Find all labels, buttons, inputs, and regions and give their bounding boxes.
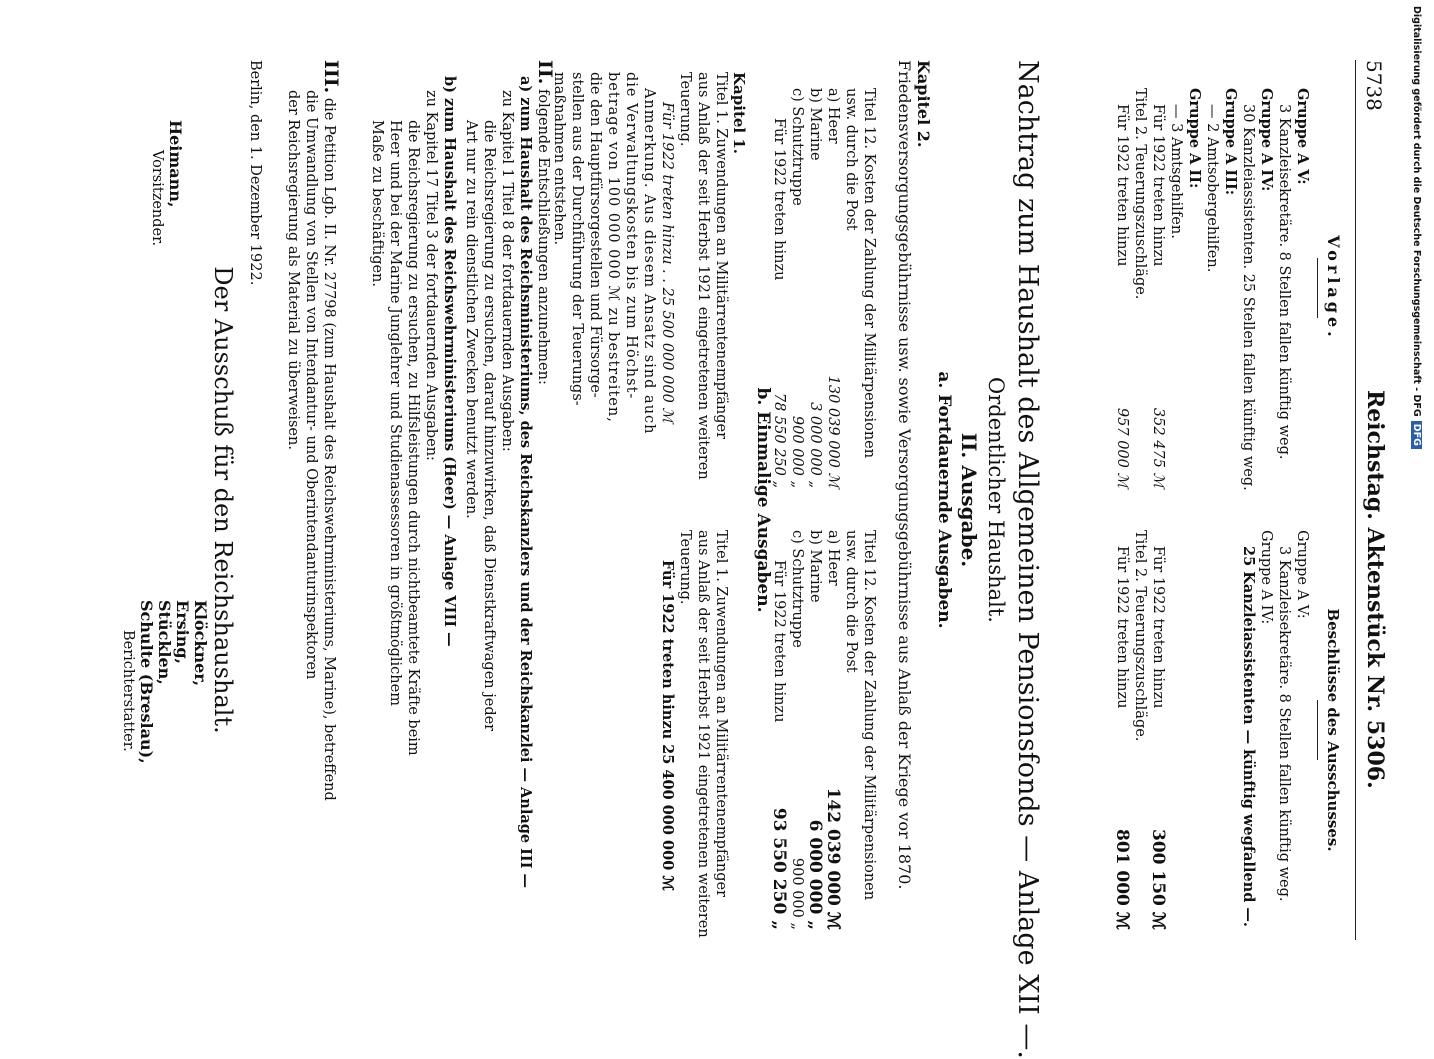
subsection-heading: b. Einmalige Ausgaben. (753, 387, 773, 613)
chair-name: Heimann, (166, 120, 185, 208)
text-line: 30 Kanzleiassistenten. 25 Stellen fallen künftig weg. (1240, 104, 1256, 491)
text-line: Titel 1. Zuwendungen an Militärrentenempfänger (713, 530, 729, 898)
beschluesse-column (1113, 530, 1342, 930)
row-value: 957 000 ℳ (1114, 407, 1130, 488)
fortdauernde-right (770, 530, 878, 930)
vorlage-column (1113, 88, 1343, 491)
page-number: 5738 (1362, 60, 1386, 111)
nachtrag-block (894, 60, 1044, 1059)
subsection-heading: a. Fortdauernde Ausgaben. (934, 371, 954, 629)
text-line: die Petition Lgb. II. Nr. 27798 (zum Haushalt des Reichswehrministeriums, Marine), betreffend (321, 97, 337, 801)
text-line: stellen aus der Durchführung der Teuerungs- (569, 72, 585, 406)
amount-row (788, 88, 806, 488)
amount-row (824, 88, 842, 488)
text-line: aus Anlaß der seit Herbst 1921 eingetretenen weiteren (695, 72, 711, 480)
amount-row (1149, 530, 1167, 930)
text-line: die Reichsregierung zu ersuchen, zu Hilfsleistungen durch nichtbeamtete Kräfte beim (405, 120, 421, 756)
divider (1317, 258, 1318, 318)
text-line: Titel 2. Teuerungszuschläge. (1132, 530, 1148, 742)
dfg-logo: DFG (1411, 421, 1422, 449)
fortdauernde-left (770, 88, 878, 488)
text-line: Gruppe A III: (1222, 88, 1239, 196)
section-two (368, 60, 554, 940)
section-intro: folgende Entschließungen anzunehmen: (535, 89, 551, 385)
row-label: a) Heer (825, 88, 841, 144)
text-line: Gruppe A II: (1186, 88, 1203, 189)
text-line: Art nur zu rein dienstlichen Zwecken benutzt werden. (463, 120, 479, 519)
text-line: Maße zu beschäftigen. (369, 120, 385, 288)
text-line: maßnahmen entstehen. (551, 72, 567, 246)
vorlage-heading: Vorlage. (1324, 235, 1343, 341)
row-value: 352 475 ℳ (1150, 407, 1166, 488)
text-line: die Reichsregierung zu ersuchen, darauf hinzuwirken, daß Dienstkraftwagen jeder (481, 120, 497, 732)
einmalige-right (658, 530, 730, 940)
reporters-role: Berichterstatter. (120, 630, 136, 752)
reporter-name: Stücklen, (155, 600, 174, 685)
text-line: Für 1922 treten hinzu . . 25 500 000 000 ℳ (659, 102, 675, 423)
text-line: aus Anlaß der seit Herbst 1921 eingetretenen weiteren (695, 530, 711, 938)
reporters-signature (119, 600, 209, 900)
text-line: Teuerung. (677, 72, 693, 147)
nachtrag-title: Nachtrag zum Haushalt des Allgemeinen Pensionsfonds — Anlage XII —. (1012, 60, 1043, 1059)
text-line: Titel 1. Zuwendungen an Militärrentenempfänger (713, 72, 729, 440)
row-value: 6 000 000 „ (805, 819, 825, 930)
text-line: Titel 2. Teuerungszuschläge. (1132, 88, 1148, 300)
text-line: die den Hauptfürsorgestellen und Fürsorge- (587, 72, 603, 398)
beschluesse-heading: Beschlüsse des Ausschusses. (1324, 608, 1342, 852)
row-value: 130 039 000 ℳ (825, 375, 841, 488)
row-value: 93 550 250 „ (769, 807, 789, 930)
row-label: b) Marine (807, 88, 823, 161)
text-line: Gruppe A V: (1294, 530, 1310, 619)
row-value: 900 000 „ (789, 415, 805, 488)
text-line: Teuerung. (677, 530, 693, 605)
row-value: 300 150 ℳ (1148, 829, 1168, 930)
text-line: Für 1922 treten hinzu 25 400 000 000 ℳ (659, 560, 676, 891)
text-line: Gruppe A V: (1294, 88, 1311, 185)
text-line: Anmerkung. Aus diesem Ansatz sind auch (641, 88, 657, 435)
row-label: Für 1922 treten hinzu (1150, 104, 1166, 267)
row-label: Für 1922 treten hinzu (1114, 104, 1130, 267)
amount-row (806, 88, 824, 488)
einmalige-heading-block (754, 60, 772, 940)
sidenote-text: Digitalisierung gefördert durch die Deutsche Forschungsgemeinschaft - DFG (1411, 6, 1422, 417)
row-label: Für 1922 treten hinzu (1150, 546, 1166, 709)
section-three (284, 60, 340, 940)
amount-row (1113, 530, 1131, 930)
text-line: Gruppe A IV: (1258, 530, 1274, 625)
row-label: Für 1922 treten hinzu (1114, 546, 1130, 709)
amount-row (788, 530, 806, 930)
resolution-title: b) zum Haushalt des Reichswehrministeriums (Heer) — Anlage VIII — (441, 76, 458, 647)
text-line: 3 Kanzleisekretäre. 8 Stellen fallen künftig weg. (1276, 104, 1292, 460)
resolution-title: a) zum Haushalt des Reichsministeriums, des Reichskanzlers und der Reichskanzlei — Anlage III — (517, 76, 534, 889)
text-line: zu Kapitel 1 Titel 8 der fortdauernden Ausgaben: (499, 90, 515, 452)
amount-row (1149, 88, 1167, 488)
text-line: der Reichsregierung als Material zu überweisen. (285, 90, 301, 450)
text-line: 3 Kanzleisekretäre. 8 Stellen fallen künftig weg. (1276, 546, 1292, 902)
text-line: zu Kapitel 17 Titel 3 der fortdauernden Ausgaben: (423, 90, 439, 461)
section-numeral: III. (320, 60, 342, 94)
text-line: — 2 Amtsobergehilfen. (1204, 104, 1220, 273)
row-label: Für 1922 treten hinzu (771, 118, 787, 281)
text-line: die Verwaltungskosten bis zum Höchst- (623, 72, 639, 400)
reporter-name: Klöckner, (191, 600, 210, 687)
row-label: Für 1922 treten hinzu (771, 560, 787, 723)
committee-name: Der Ausschuß für den Reichshaushalt. (209, 266, 237, 734)
reporter-name: Ersing, (173, 600, 192, 665)
row-value: 900 000 „ (789, 857, 805, 930)
kapitel-label: Kapitel 2. (914, 60, 933, 148)
text-line: die Umwandlung von Stellen von Intendantur- und Oberintendanturinspektoren (303, 90, 319, 680)
row-value: 3 000 000 „ (807, 402, 823, 488)
einmalige-left (550, 72, 748, 492)
row-label: a) Heer (825, 530, 841, 586)
text-line: Heer und bei der Marine Junglehrer und Studienassessoren in größtmöglichem (387, 120, 403, 706)
chair-role: Vorsitzender. (149, 150, 165, 247)
text-line: Titel 12. Kosten der Zahlung der Militärpensionen usw. durch die Post (843, 88, 877, 459)
text-line: Gruppe A IV: (1258, 88, 1275, 192)
funding-sidenote (1410, 6, 1422, 994)
nachtrag-subtitle: Ordentlicher Haushalt. (984, 377, 1008, 623)
row-value: 78 550 250 „ (771, 392, 787, 488)
row-label: b) Marine (807, 530, 823, 603)
divider (1317, 700, 1318, 760)
closing-block (206, 60, 264, 940)
row-value: 801 000 ℳ (1112, 829, 1132, 930)
kapitel-title: Friedensversorgungsgebührnisse usw. sowie Versorgungsgebührnisse aus Anlaß der Kriege vor 1870. (895, 60, 914, 890)
text-line: betrage von 100 000 000 ℳ zu bestreiten, (605, 72, 621, 423)
reporter-name: Schulte (Breslau), (137, 600, 156, 764)
text-line: — 3 Amtsgehilfen. (1168, 104, 1184, 239)
section-heading: II. Ausgabe. (957, 432, 981, 568)
row-label: c) Schutztruppe (789, 88, 805, 206)
kapitel-label: Kapitel 1. (730, 72, 748, 154)
row-label: c) Schutztruppe (789, 530, 805, 648)
amount-row (1113, 88, 1131, 488)
amount-row (806, 530, 824, 930)
page-header (1355, 60, 1400, 940)
text-line: Titel 12. Kosten der Zahlung der Militärpensionen usw. durch die Post (843, 530, 877, 901)
row-value: 142 039 000 ℳ (823, 787, 843, 930)
amount-row (824, 530, 842, 930)
chair-signature (148, 120, 184, 360)
date-line: Berlin, den 1. Dezember 1922. (247, 60, 263, 286)
document-title: Reichstag. Aktenstück Nr. 5306. (1362, 390, 1388, 789)
section-numeral: II. (534, 60, 556, 85)
text-line: 25 Kanzleiassistenten — künftig wegfallend —. (1240, 546, 1257, 927)
